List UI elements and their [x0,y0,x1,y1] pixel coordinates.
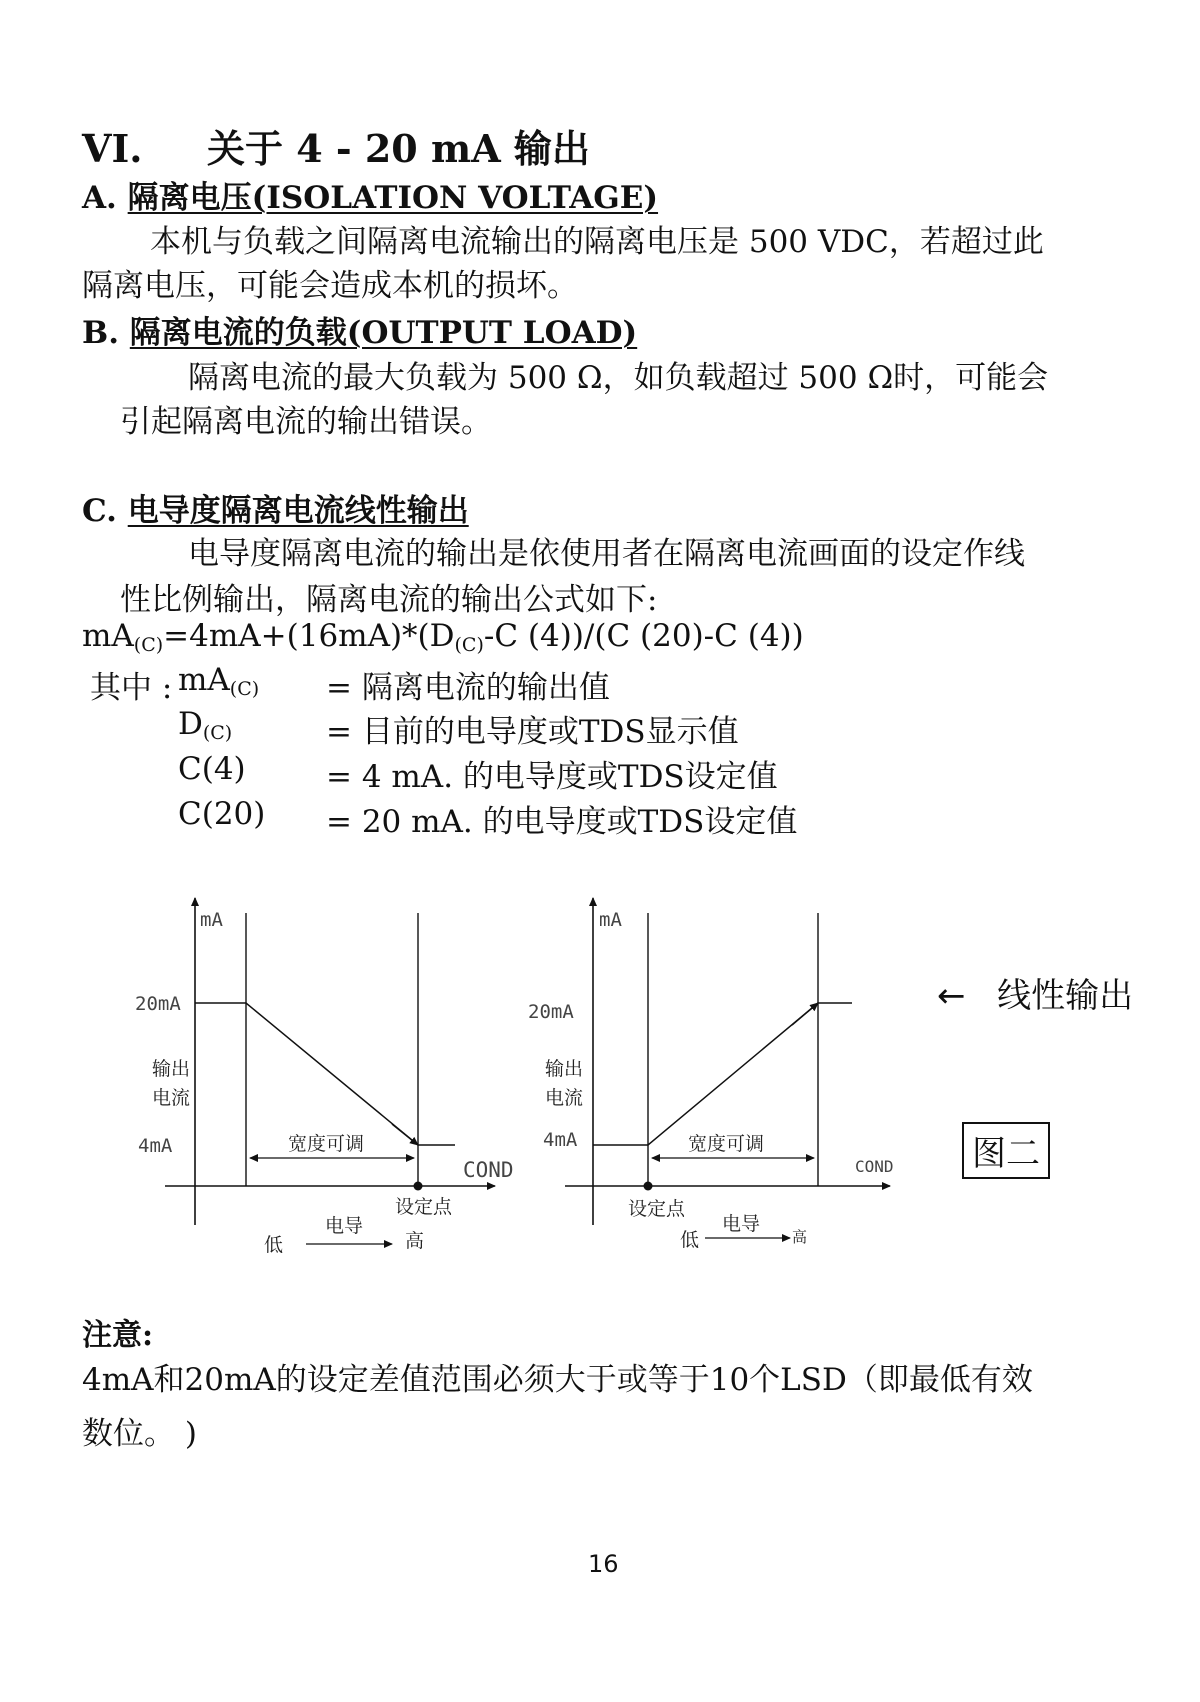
y-axis-label: mA [200,909,223,931]
span-label: 宽度可调 [688,1133,765,1155]
definition-value: = 隔离电流的输出值 [326,670,610,706]
definition-value: = 4 mA. 的电导度或TDS设定值 [326,759,778,795]
setpoint-dot [414,1182,423,1191]
y-label-line1: 输出 [545,1058,584,1080]
paragraph-a-line2: 隔离电压，可能会造成本机的损坏。 [82,268,578,304]
curve-arrow [792,1003,818,1025]
legend [937,968,1133,1017]
subsection-c-label: C. [82,493,117,529]
y-label-line2: 电流 [545,1087,584,1109]
linear-output-figure [0,880,1200,1280]
high-label: 高 [405,1230,425,1252]
y-label-line1: 输出 [152,1058,191,1080]
formula-part-2: =4mA+(16mA)*(D [163,618,455,654]
subsection-b-title: 隔离电流的负载(OUTPUT LOAD) [129,315,638,351]
low-label: 低 [680,1229,700,1251]
figure-label: 图二 [962,1122,1050,1179]
low-label: 低 [264,1234,284,1256]
subsection-c-heading [82,485,469,530]
paragraph-b-line2: 引起隔离电流的输出错误。 [120,404,492,440]
definition-value: = 20 mA. 的电导度或TDS设定值 [326,804,798,840]
subsection-a-title: 隔离电压(ISOLATION VOLTAGE) [127,180,659,216]
bottom-value-label: 4mA [543,1129,578,1151]
output-curve [593,1003,852,1145]
note-line2: 数位。 ) [82,1416,197,1452]
setpoint-dot [644,1182,653,1191]
subsection-c-title: 电导度隔离电流线性输出 [127,493,469,529]
output-curve [195,1003,455,1145]
subsection-b-heading [82,307,637,352]
note-label: 注意: [82,1318,154,1353]
formula-sub-2: (C) [454,634,484,656]
formula-part-3: -C (4))/(C (20)-C (4)) [483,618,804,654]
chart-1 [135,898,514,1256]
high-label: 高 [792,1228,808,1246]
chart-2 [528,898,894,1251]
paragraph-a-line1: 本机与负载之间隔离电流输出的隔离电压是 500 VDC，若超过此 [150,224,1044,260]
span-label: 宽度可调 [288,1133,365,1155]
subsection-a-label: A. [82,180,117,216]
y-axis-label: mA [599,909,622,931]
top-value-label: 20mA [528,1001,574,1023]
direction-label: 电导 [325,1215,364,1237]
legend-label: 线性输出 [997,976,1134,1016]
paragraph-c-line1: 电导度隔离电流的输出是依使用者在隔离电流画面的设定作线 [188,536,1025,572]
section-title: 关于 4 - 20 mA 输出 [206,126,590,171]
direction-label: 电导 [722,1213,761,1235]
section-number: VI. [82,126,143,171]
formula-part-1: mA [82,618,134,654]
section-heading [82,118,590,173]
definition-term: C(4) [178,751,246,787]
bottom-value-label: 4mA [138,1135,173,1157]
formula-sub-1: (C) [133,634,164,656]
definition-term: $mA_{(C)}$ [178,662,260,700]
y-label-line2: 电流 [152,1087,191,1109]
paragraph-c-line2: 性比例输出，隔离电流的输出公式如下: [120,582,658,618]
definition-value: = 目前的电导度或TDS显示值 [326,714,739,750]
x-axis-label: COND [855,1157,894,1176]
page-number: 16 [588,1550,619,1578]
definition-term: $D_{(C)}$ [178,706,233,744]
setpoint-label: 设定点 [395,1196,453,1218]
setpoint-label: 设定点 [628,1198,686,1220]
output-formula [82,618,804,654]
x-axis-label: COND [463,1158,514,1182]
subsection-a-heading [82,172,658,217]
definition-term: C(20) [178,796,266,832]
note-line1: 4mA和20mA的设定差值范围必须大于或等于10个LSD（即最低有效 [82,1362,1033,1398]
left-arrow-icon: ← [937,976,966,1016]
curve-arrow [392,1124,418,1145]
top-value-label: 20mA [135,993,181,1015]
subsection-b-label: B. [82,315,119,351]
paragraph-b-line1: 隔离电流的最大负载为 500 Ω，如负载超过 500 Ω时，可能会 [188,360,1049,396]
definitions-lead: 其中 : [90,670,173,706]
